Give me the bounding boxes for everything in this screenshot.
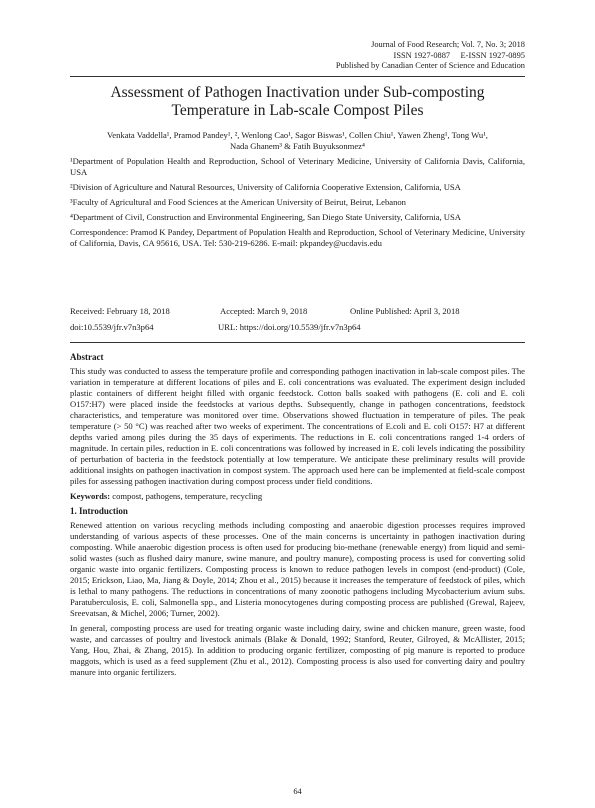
authors-line-1: Venkata Vaddella¹, Pramod Pandey¹, ², Wenlong Cao¹, Sagor Biswas¹, Collen Chiu¹, Yawen Zheng¹, Tong Wu¹,: [107, 130, 488, 140]
doi-block: [70, 322, 525, 333]
abstract-text: This study was conducted to assess the temperature profile and corresponding pathogen inactivation in lab-scale compost piles. The variation in temperature at different locations of piles and E. coli concentrations was evaluated. The experiment design included plastic containers of different height filled with organic feedstock. Cotton balls soaked with pathogens (E. coli and E. coli O157:H7) were placed inside the feedstocks at various depths. Subsequently, change in pathogen concentrations, feedstock characteristics, and temperature was monitored over time. Observations showed fluctuation in temperature of piles. The peak temperature (> 50 °C) was reached after two weeks of experiment. The concentrations of E.coli and E. coli O157: H7 at different depths varied among piles during the 35 days of experiments. The reductions in E. coli concentrations ranged 1-4 orders of magnitude. In certain piles, reduction in E. coli concentrations was followed by increased in E. coli levels indicating the possibility of perturbation of bacteria in the feedstock potentially at low temperature. We anticipate these preliminary results will provide additional insights on pathogen inactivation in compost system. The approach used here can be implemented at field-scale compost piles for assessing pathogen inactivation during compost process under field conditions.: [70, 366, 525, 486]
accepted-date: Accepted: March 9, 2018: [220, 306, 308, 316]
intro-heading: 1. Introduction: [70, 506, 128, 516]
correspondence: Correspondence: Pramod K Pandey, Department of Population Health and Reproduction, School of Veterinary Medicine, University of California, Davis, CA 95616, USA. Tel: 530-219-6286. E-mail: pkpandey@ucdavis.edu: [70, 227, 525, 248]
keywords-label: Keywords:: [70, 491, 111, 501]
doi-text: doi:10.5539/jfr.v7n3p64: [70, 322, 154, 332]
author-list: [70, 130, 525, 152]
affiliation-4: ⁴Department of Civil, Construction and Environmental Engineering, San Diego State University, California, USA: [70, 212, 461, 222]
affiliation-1: ¹Department of Population Health and Reproduction, School of Veterinary Medicine, University of California Davis, California, USA: [70, 156, 525, 177]
received-date: Received: February 18, 2018: [70, 306, 170, 316]
page-number: 64: [293, 787, 302, 796]
main-text: [70, 352, 525, 682]
abstract-heading: Abstract: [70, 352, 104, 362]
publication-dates: [70, 306, 525, 317]
affiliations: [70, 156, 525, 253]
keywords-text: compost, pathogens, temperature, recycling: [112, 491, 263, 501]
affiliation-3: ³Faculty of Agricultural and Food Sciences at the American University of Beirut, Beirut, Lebanon: [70, 197, 406, 207]
journal-header: [336, 40, 525, 72]
title-line-1: Assessment of Pathogen Inactivation under Sub-composting: [110, 84, 485, 101]
journal-line: Journal of Food Research; Vol. 7, No. 3; 2018: [371, 40, 525, 49]
header-rule: [70, 76, 525, 77]
authors-line-2: Nada Ghanem³ & Fatih Buyuksonmez⁴: [230, 141, 365, 151]
affiliation-2: ²Division of Agriculture and Natural Resources, University of California Cooperative Extension, California, USA: [70, 182, 461, 192]
title-line-2: Temperature in Lab-scale Compost Piles: [171, 102, 424, 119]
publisher-line: Published by Canadian Center of Science and Education: [335, 61, 525, 70]
published-date: Online Published: April 3, 2018: [350, 306, 460, 316]
paper-title: [70, 84, 525, 120]
intro-paragraph-2: In general, composting process are used for treating organic waste including dairy, swine and chicken manure, green waste, food waste, and carcasses of poultry and livestock animals (Blake & Donald, 1992; Stanford, Reuter, Gilroyed, & McAllister, 2015; Yang, Hou, Zhai, & Zhang, 2015). In addition to producing organic fertilizer, composting of pig manure is reported to produce maggots, which is used as a feed supplement (Zhu et al., 2012). Composting process is also used for converting dairy and poultry manure into organic fertilizers.: [70, 623, 525, 677]
issn-line: ISSN 1927-0887 E-ISSN 1927-0895: [393, 50, 525, 60]
abstract-rule: [70, 342, 525, 343]
doi-url-link[interactable]: URL: https://doi.org/10.5539/jfr.v7n3p64: [218, 322, 361, 332]
keywords-line: [70, 491, 525, 502]
intro-paragraph-1: Renewed attention on various recycling methods including composting and anaerobic digestion processes requires improved understanding of various aspects of these processes. One of the main concerns is uncertainty in pathogen inactivation during composting. While anaerobic digestion process is often used for producing bio-methane (renewable energy) from liquid and semi-solid wastes (such as flushed dairy manure, swine manure, and poultry manure), composting process is used for converting solid organic waste into organic fertilizers. Composting process is known to reduce pathogen levels in compost (end-product) (Cole, 2015; Erickson, Liao, Ma, Jiang & Doyle, 2014; Zhou et al., 2015) because it increases the temperature of feedstock of piles, which is lethal to many pathogens. The reductions in concentrations of many zoonotic pathogens including Mycobacterium avium subs. Paratuberculosis, E. coli, Salmonella spp., and Listeria monocytogenes during composting process are published (Grewal, Rajeev, Sreevatsan, & Michel, 2006; Turner, 2002).: [70, 520, 525, 618]
